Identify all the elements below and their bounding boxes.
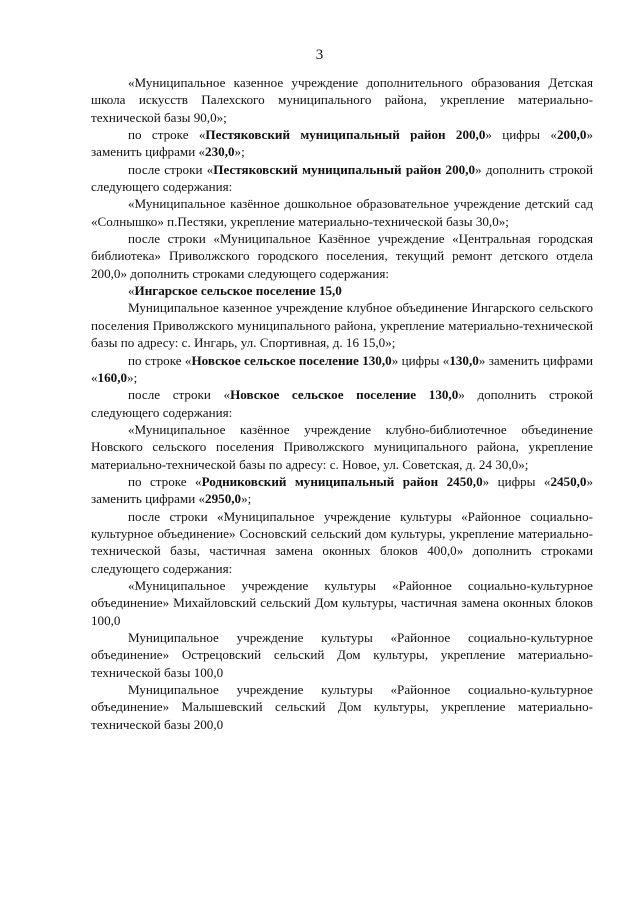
text-segment: » дополнить строкой следующего содержания: (91, 161, 593, 195)
bold-text-segment: 2950,0 (205, 491, 242, 507)
paragraph (91, 161, 593, 196)
text-segment: » цифры « (485, 127, 557, 143)
paragraph (91, 508, 593, 577)
paragraph (91, 282, 593, 299)
text-segment: после строки « (128, 161, 214, 177)
text-segment: »; (127, 369, 138, 385)
paragraph (91, 473, 593, 508)
paragraph (91, 195, 593, 230)
text-segment: по строке « (128, 127, 206, 143)
text-segment: Муниципальное учреждение культуры «Районное социально-культурное объединение» Малышевский сельский Дом культуры, укрепление материально-технической базы 200,0 (91, 682, 593, 732)
page-number: 3 (315, 47, 324, 63)
text-segment: « (128, 283, 135, 299)
paragraph (91, 681, 593, 733)
paragraph (91, 421, 593, 473)
bold-text-segment: 160,0 (97, 369, 128, 385)
paragraph (91, 74, 593, 126)
text-segment: » заменить цифрами « (91, 127, 593, 160)
text-segment: после строки «Муниципальное учреждение культуры «Районное социально-культурное объединение» Сосновский сельский дом культуры, укрепление материально-технической базы, частичная замена оконных блоков 400,0» дополнить строками следующего содержания: (91, 508, 593, 576)
paragraph (91, 126, 593, 161)
paragraph (91, 230, 593, 282)
bold-text-segment: 130,0 (449, 352, 479, 368)
text-segment: «Муниципальное казённое дошкольное образовательное учреждение детский сад «Солнышко» п.Пестяки, укрепление материально-технической базы 30,0»; (91, 196, 593, 229)
bold-text-segment: Родниковский муниципальный район 2450,0 (201, 473, 483, 489)
paragraph (91, 299, 593, 351)
text-segment: » цифры « (391, 352, 450, 368)
text-segment: » дополнить строкой следующего содержания: (91, 387, 593, 420)
paragraph (91, 352, 593, 387)
bold-text-segment: Новское сельское поселение 130,0 (230, 387, 459, 403)
paragraph (91, 386, 593, 421)
bold-text-segment: Новское сельское поселение 130,0 (191, 352, 392, 368)
text-segment: после строки « (128, 387, 231, 403)
bold-text-segment: Ингарское сельское поселение 15,0 (134, 283, 342, 299)
bold-text-segment: 230,0 (205, 144, 235, 160)
bold-text-segment: 2450,0 (550, 473, 587, 489)
text-segment: Муниципальное казенное учреждение клубное объединение Ингарского сельского поселения Приволжского муниципального района, укрепление материально-технической базы по адресу: с. Ингарь, ул. Спортивная, д. 16 15,0»; (91, 300, 593, 351)
text-segment: «Муниципальное казенное учреждение дополнительного образования Детская школа искусств Палехского муниципального района, укрепление материально-технической базы 90,0»; (91, 75, 593, 125)
text-segment: «Муниципальное учреждение культуры «Районное социально-культурное объединение» Михайловский сельский Дом культуры, частичная замена оконных блоков 100,0 (91, 577, 593, 628)
text-segment: »; (234, 144, 245, 160)
paragraph (91, 577, 593, 629)
document-body (91, 74, 593, 733)
text-segment: » цифры « (482, 473, 551, 489)
text-segment: »; (241, 491, 252, 507)
text-segment: по строке « (128, 473, 202, 489)
text-segment: «Муниципальное казённое учреждение клубно-библиотечное объединение Новского сельского поселения Приволжского муниципального района, укрепление материально-технической базы по адресу: с. Новое, ул. Советская, д. 24 30,0»; (91, 421, 593, 472)
text-segment: после строки «Муниципальное Казённое учреждение «Центральная городская библиотека» Приволжского городского поселения, текущий ремонт детского отдела 200,0» дополнить строками следующего содержания: (91, 231, 593, 281)
bold-text-segment: 200,0 (556, 127, 587, 143)
bold-text-segment: Пестяковский муниципальный район 200,0 (205, 127, 486, 143)
bold-text-segment: Пестяковский муниципальный район 200,0 (213, 161, 476, 177)
text-segment: по строке « (128, 352, 192, 368)
text-segment: Муниципальное учреждение культуры «Районное социально-культурное объединение» Острецовский сельский Дом культуры, укрепление материально-технической базы 100,0 (91, 630, 593, 680)
paragraph (91, 629, 593, 681)
text-segment: » заменить цифрами « (91, 352, 593, 385)
text-segment: » заменить цифрами « (91, 473, 594, 507)
